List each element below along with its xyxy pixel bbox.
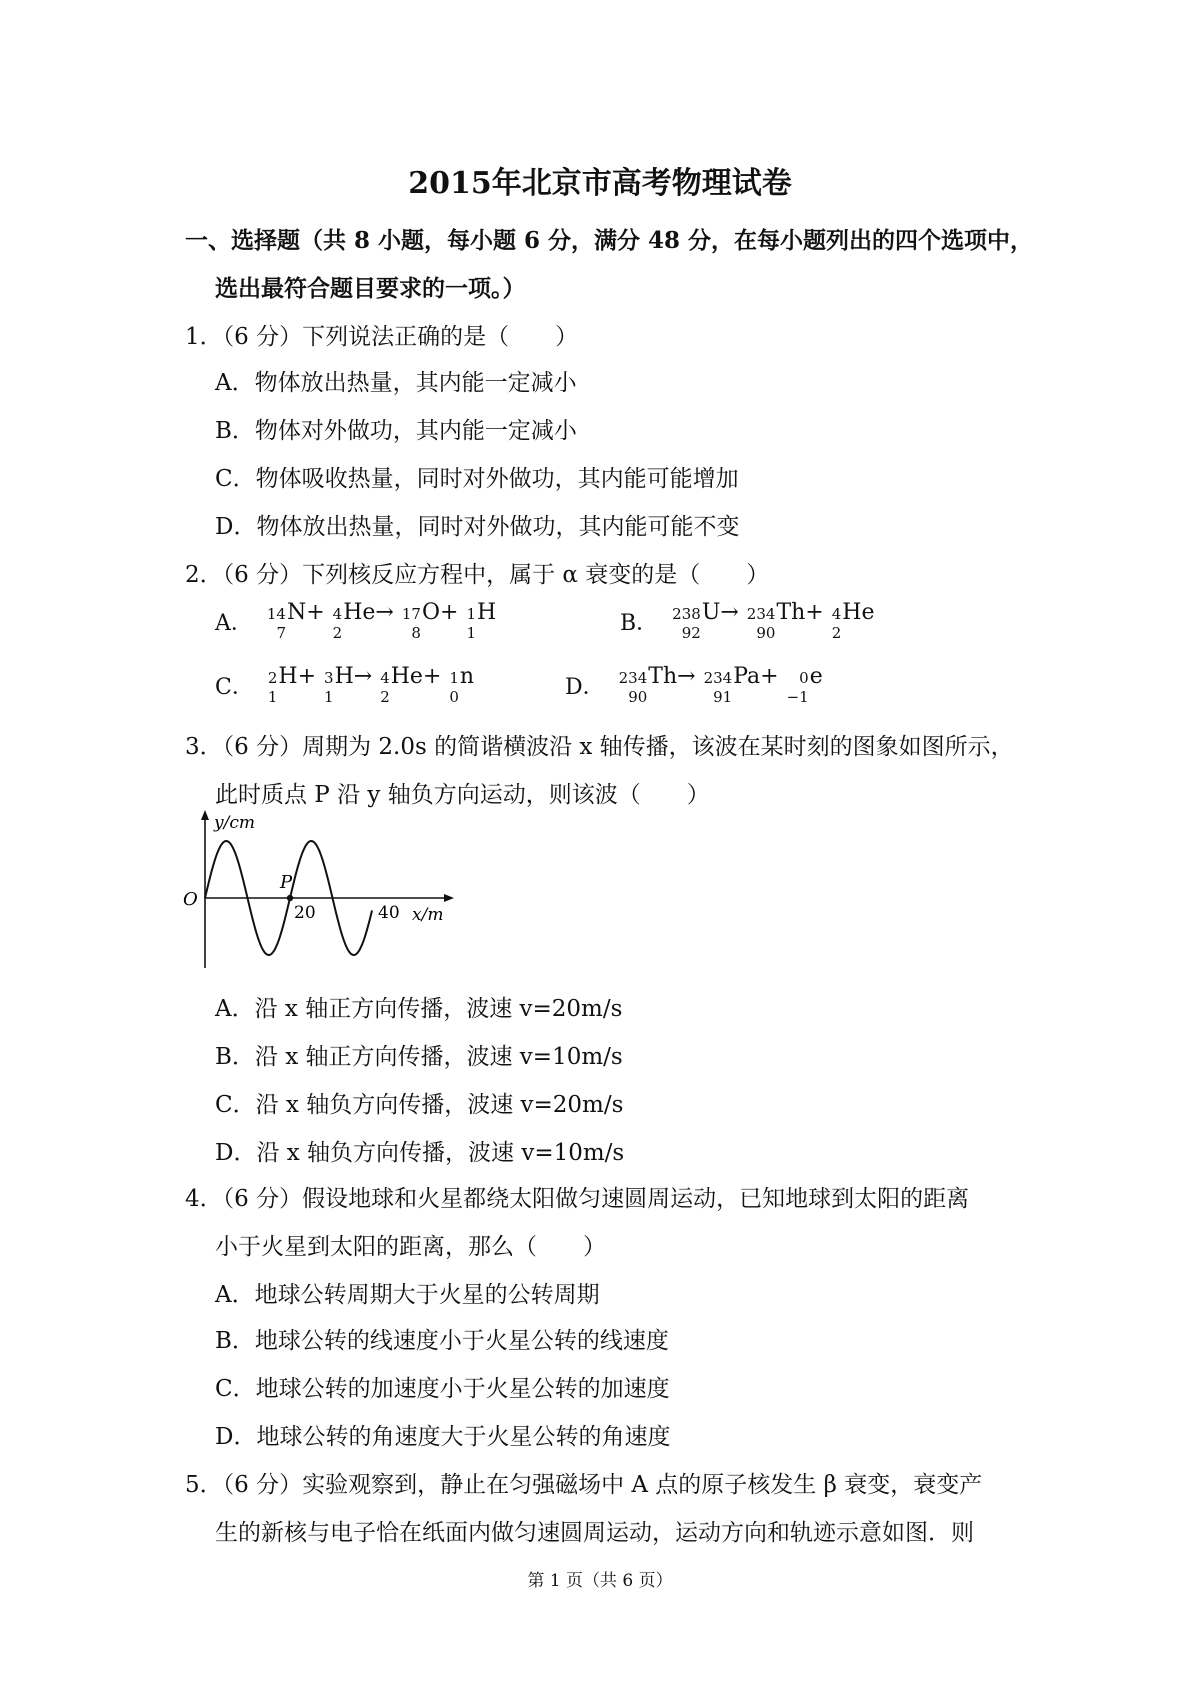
mass-number: 234 xyxy=(746,605,776,623)
reaction-a xyxy=(267,600,496,643)
mass-number: 234 xyxy=(618,669,648,687)
page-footer: 第 1 页（共 6 页） xyxy=(527,1571,673,1591)
question-4-option-b: B．地球公转的线速度小于火星公转的线速度 xyxy=(215,1328,669,1354)
element-symbol: H xyxy=(476,600,497,625)
question-3-option-a: A．沿 x 轴正方向传播，波速 v=20m/s xyxy=(215,996,623,1022)
mass-number: 234 xyxy=(703,669,733,687)
wave-figure xyxy=(180,808,460,972)
isotope-numbers xyxy=(832,605,842,643)
section-heading-line2: 选出最符合题目要求的一项。） xyxy=(215,275,526,302)
element-symbol: O+ xyxy=(421,600,459,625)
mass-number: 4 xyxy=(831,605,842,623)
mass-number: 0 xyxy=(799,669,809,687)
x-axis-arrow xyxy=(444,894,454,902)
section-heading-line1: 一、选择题（共 8 小题，每小题 6 分，满分 48 分，在每小题列出的四个选项中， xyxy=(185,227,1034,254)
isotope-numbers xyxy=(402,605,421,643)
element-symbol: H+ xyxy=(278,664,317,689)
question-3-option-d: D．沿 x 轴负方向传播，波速 v=10m/s xyxy=(215,1140,625,1166)
nuclide xyxy=(619,664,696,707)
mass-number: 238 xyxy=(672,605,701,623)
question-2-option-d xyxy=(565,664,823,707)
element-symbol: e xyxy=(809,664,823,689)
tick-40: 40 xyxy=(378,903,400,923)
reaction-c xyxy=(268,664,474,707)
option-label: C． xyxy=(215,675,254,700)
isotope-numbers xyxy=(466,605,476,643)
nuclide xyxy=(268,664,316,707)
mass-number: 14 xyxy=(266,605,286,623)
point-p-label: P xyxy=(280,872,293,893)
nuclide xyxy=(380,664,441,707)
question-1-stem: 1．（6 分）下列说法正确的是（ ） xyxy=(185,324,579,350)
nuclide xyxy=(333,600,394,643)
charge-number: 90 xyxy=(628,688,648,706)
isotope-numbers xyxy=(672,605,701,643)
question-1-option-c: C．物体吸收热量，同时对外做功，其内能可能增加 xyxy=(215,466,739,492)
y-axis-label: y/cm xyxy=(214,813,255,833)
nuclide xyxy=(747,600,824,643)
charge-number: 0 xyxy=(449,688,459,706)
mass-number: 1 xyxy=(466,605,476,623)
mass-number: 3 xyxy=(324,669,334,687)
reaction-d xyxy=(619,664,823,707)
x-axis-label: x/m xyxy=(412,905,444,925)
charge-number: −1 xyxy=(786,688,809,706)
nuclide xyxy=(672,600,739,643)
mass-number: 4 xyxy=(380,669,390,687)
reaction-b xyxy=(672,600,874,643)
origin-label: O xyxy=(183,889,198,910)
option-label: A． xyxy=(215,611,253,636)
question-4-option-a: A．地球公转周期大于火星的公转周期 xyxy=(215,1282,600,1308)
isotope-numbers xyxy=(787,669,809,707)
question-5-stem-line2: 生的新核与电子恰在纸面内做匀速圆周运动，运动方向和轨迹示意如图．则 xyxy=(215,1520,974,1546)
isotope-numbers xyxy=(449,669,459,707)
question-2-stem: 2．（6 分）下列核反应方程中，属于 α 衰变的是（ ） xyxy=(185,562,770,588)
charge-number: 7 xyxy=(276,624,286,642)
nuclide xyxy=(324,664,372,707)
isotope-numbers xyxy=(380,669,390,707)
charge-number: 8 xyxy=(411,624,421,642)
charge-number: 91 xyxy=(713,688,733,706)
isotope-numbers xyxy=(324,669,334,707)
nuclide xyxy=(267,600,325,643)
question-2-option-c xyxy=(215,664,474,707)
element-symbol: He→ xyxy=(343,600,394,625)
isotope-numbers xyxy=(747,605,776,643)
charge-number: 2 xyxy=(831,624,842,642)
mass-number: 17 xyxy=(401,605,421,623)
element-symbol: He+ xyxy=(390,664,442,689)
element-symbol: N+ xyxy=(286,600,325,625)
question-3-stem-line2: 此时质点 P 沿 y 轴负方向运动，则该波（ ） xyxy=(215,782,710,808)
charge-number: 90 xyxy=(756,624,776,642)
question-3-stem-line1: 3．（6 分）周期为 2.0s 的简谐横波沿 x 轴传播，该波在某时刻的图象如图所示， xyxy=(185,734,1014,760)
charge-number: 1 xyxy=(267,688,278,706)
isotope-numbers xyxy=(333,605,343,643)
question-3-option-c: C．沿 x 轴负方向传播，波速 v=20m/s xyxy=(215,1092,624,1118)
element-symbol: U→ xyxy=(701,600,739,625)
isotope-numbers xyxy=(704,669,733,707)
charge-number: 1 xyxy=(324,688,334,706)
question-2-option-b xyxy=(620,600,874,643)
nuclide xyxy=(402,600,459,643)
option-label: B． xyxy=(620,611,659,636)
element-symbol: H→ xyxy=(334,664,373,689)
mass-number: 2 xyxy=(267,669,278,687)
y-axis-arrow xyxy=(201,810,209,820)
mass-number: 1 xyxy=(449,669,459,687)
charge-number: 2 xyxy=(380,688,390,706)
question-4-stem-line2: 小于火星到太阳的距离，那么（ ） xyxy=(215,1234,606,1260)
question-5-stem-line1: 5．（6 分）实验观察到，静止在匀强磁场中 A 点的原子核发生 β 衰变，衰变产 xyxy=(185,1472,983,1498)
isotope-numbers xyxy=(268,669,278,707)
question-3-option-b: B．沿 x 轴正方向传播，波速 v=10m/s xyxy=(215,1044,623,1070)
question-4-option-d: D．地球公转的角速度大于火星公转的角速度 xyxy=(215,1424,671,1450)
nuclide xyxy=(704,664,779,707)
mass-number: 4 xyxy=(332,605,343,623)
nuclide xyxy=(832,600,875,643)
charge-number: 1 xyxy=(466,624,476,642)
isotope-numbers xyxy=(619,669,648,707)
page-title: 2015年北京市高考物理试卷 xyxy=(408,166,792,201)
question-1-option-b: B．物体对外做功，其内能一定减小 xyxy=(215,418,577,444)
element-symbol: Pa+ xyxy=(733,664,779,689)
charge-number: 92 xyxy=(681,624,701,642)
nuclide xyxy=(787,664,823,707)
tick-20: 20 xyxy=(294,903,316,923)
nuclide xyxy=(466,600,496,643)
question-1-option-a: A．物体放出热量，其内能一定减小 xyxy=(215,370,577,396)
element-symbol: Th→ xyxy=(648,664,696,689)
nuclide xyxy=(449,664,474,707)
question-2-option-a xyxy=(215,600,496,643)
question-4-stem-line1: 4．（6 分）假设地球和火星都绕太阳做匀速圆周运动，已知地球到太阳的距离 xyxy=(185,1186,970,1212)
charge-number: 2 xyxy=(332,624,343,642)
option-label: D． xyxy=(565,675,605,700)
point-p xyxy=(287,895,293,901)
question-1-option-d: D．物体放出热量，同时对外做功，其内能可能不变 xyxy=(215,514,740,540)
isotope-numbers xyxy=(267,605,286,643)
element-symbol: Th+ xyxy=(776,600,824,625)
element-symbol: He xyxy=(842,600,875,625)
question-4-option-c: C．地球公转的加速度小于火星公转的加速度 xyxy=(215,1376,670,1402)
element-symbol: n xyxy=(459,664,475,689)
